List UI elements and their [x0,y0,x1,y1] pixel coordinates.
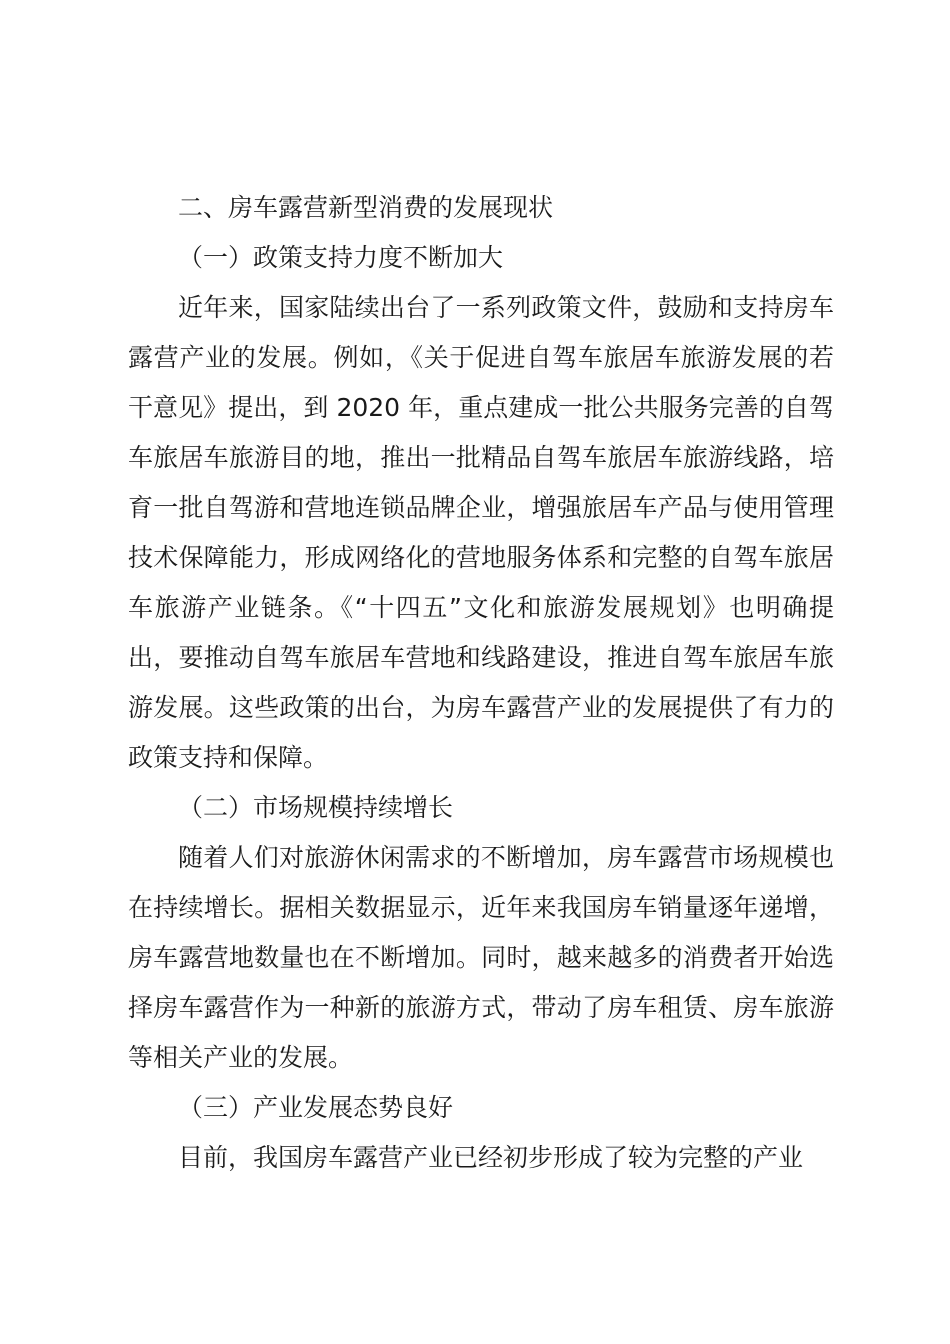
paragraph-1: 近年来，国家陆续出台了一系列政策文件，鼓励和支持房车露营产业的发展。例如，《关于促进自驾车旅居车旅游发展的若干意见》提出，到 2020 年，重点建成一批公共服务完善的自驾车旅居车旅游目的地，推出一批精品自驾车旅居车旅游线路，培育一批自驾游和营地连锁品牌企业，增强旅居车产品与使用管理技术保障能力，形成网络化的营地服务体系和完整的自驾车旅居车旅游产业链条。《“十四五”文化和旅游发展规划》也明确提出，要推动自驾车旅居车营地和线路建设，推进自驾车旅居车旅游发展。这些政策的出台，为房车露营产业的发展提供了有力的政策支持和保障。 [128,293,834,772]
subsection-heading-1: （一）政策支持力度不断加大 [178,243,504,272]
section-heading: 二、房车露营新型消费的发展现状 [178,193,554,222]
paragraph-3: 目前，我国房车露营产业已经初步形成了较为完整的产业 [178,1143,804,1172]
subsection-heading-3: （三）产业发展态势良好 [178,1093,454,1122]
subsection-heading-2: （二）市场规模持续增长 [178,793,454,822]
document-body [128,183,834,1183]
paragraph-2: 随着人们对旅游休闲需求的不断增加，房车露营市场规模也在持续增长。据相关数据显示，近年来我国房车销量逐年递增，房车露营地数量也在不断增加。同时，越来越多的消费者开始选择房车露营作为一种新的旅游方式，带动了房车租赁、房车旅游等相关产业的发展。 [128,843,834,1072]
